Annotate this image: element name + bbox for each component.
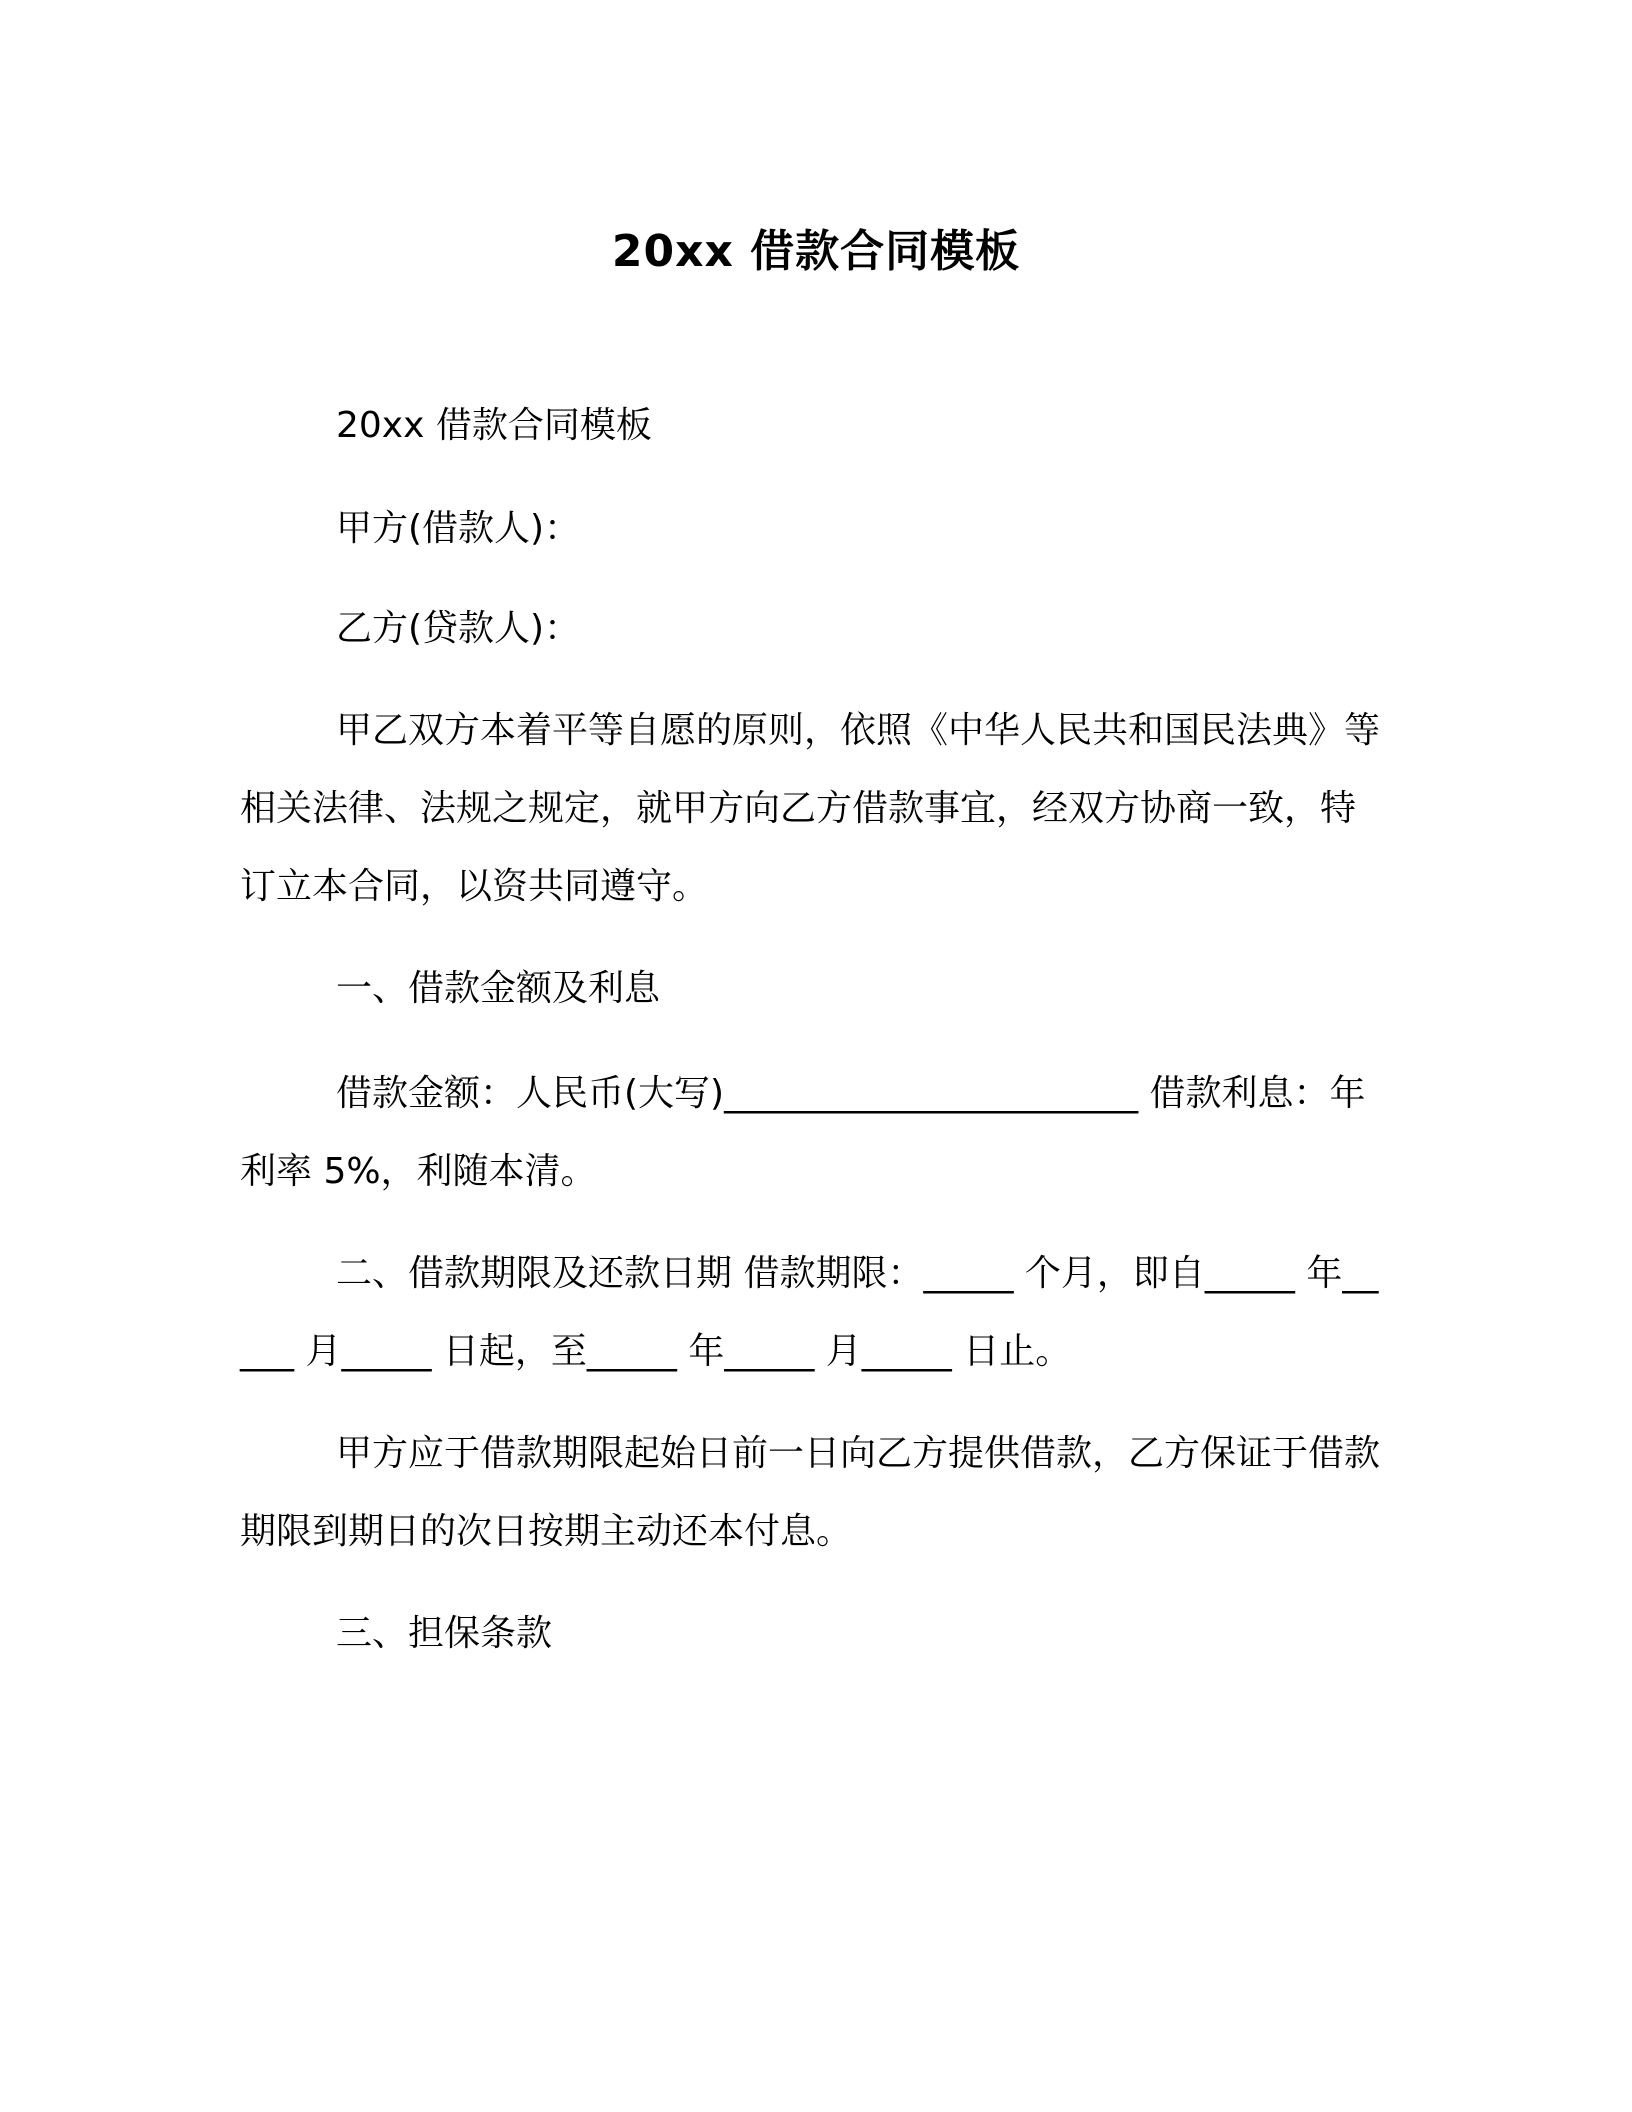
document-subtitle: 20xx 借款合同模板 xyxy=(336,405,652,446)
section-1-heading: 一、借款金额及利息 xyxy=(336,968,661,1009)
section-2-paragraph: 甲方应于借款期限起始日前一日向乙方提供借款，乙方保证于借款期限到期日的次日按期主动还本付息。 xyxy=(240,1433,1381,1552)
section-3-heading: 三、担保条款 xyxy=(336,1613,553,1654)
document-title: 20xx 借款合同模板 xyxy=(611,226,1021,277)
section-1-body: 借款金额：人民币(大写)_______________________ 借款利息：年利率 5%，利随本清。 xyxy=(240,1073,1366,1192)
party-a-line: 甲方(借款人)： xyxy=(336,508,581,549)
section-2-body: 二、借款期限及还款日期 借款期限：_____ 个月，即自_____ 年_____ 月_____ 日起，至_____ 年_____ 月_____ 日止。 xyxy=(240,1253,1379,1372)
intro-paragraph: 甲乙双方本着平等自愿的原则，依照《中华人民共和国民法典》等相关法律、法规之规定，就甲方向乙方借款事宜，经双方协商一致，特订立本合同，以资共同遵守。 xyxy=(240,710,1381,907)
party-b-line: 乙方(贷款人)： xyxy=(336,608,581,649)
